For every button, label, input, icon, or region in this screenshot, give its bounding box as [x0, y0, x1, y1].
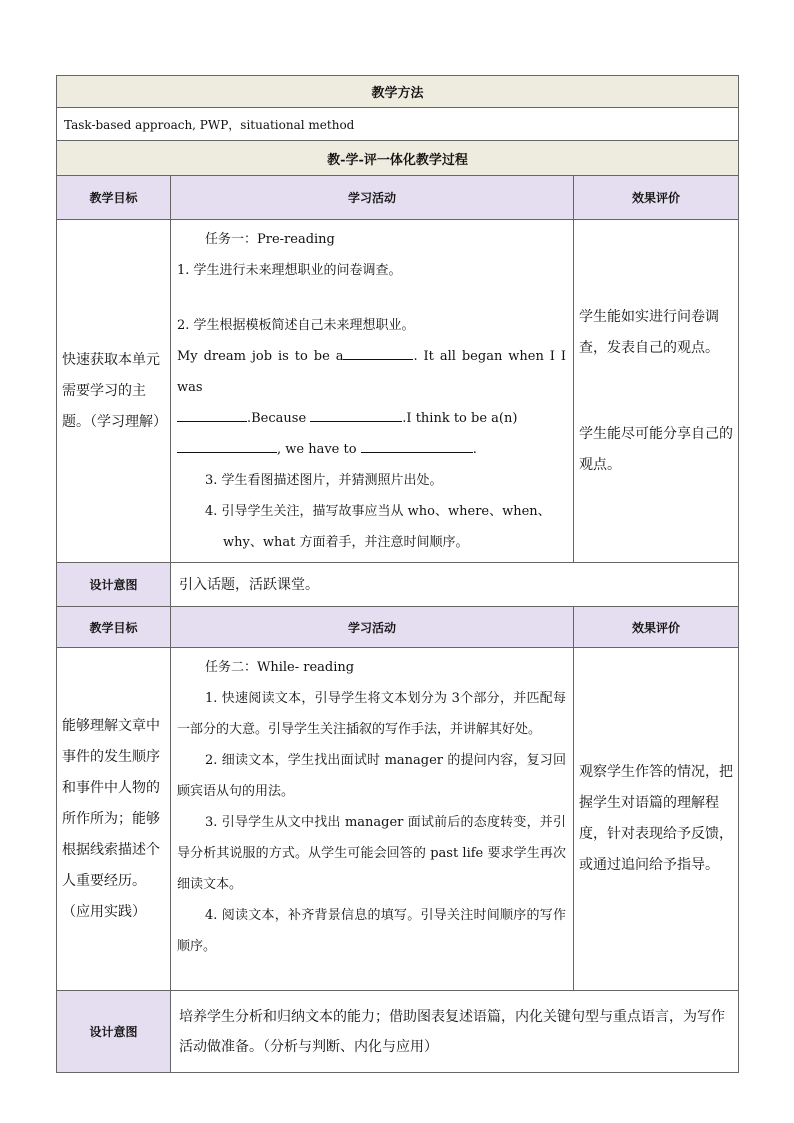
header-activity-2: 学习活动 — [171, 607, 574, 648]
task1-eval1: 学生能如实进行问卷调查，发表自己的观点。 — [579, 308, 719, 356]
task2-goal: 能够理解文章中事件的发生顺序和事件中人物的所作所为；能够根据线索描述个人重要经历。（应用实践） — [57, 648, 171, 991]
task1-goal: 快速获取本单元需要学习的主题。（学习理解） — [57, 220, 171, 563]
task1-item2: 2. 学生根据模板简述自己未来理想职业。 — [177, 318, 415, 333]
header-evaluation: 效果评价 — [574, 176, 739, 220]
task1-eval2: 学生能尽可能分享自己的观点。 — [579, 425, 733, 473]
header-goal-2: 教学目标 — [57, 607, 171, 648]
task1-template-line3: , we have to . — [177, 434, 566, 465]
task1-item1: 1. 学生进行未来理想职业的问卷调查。 — [177, 263, 402, 278]
header-goal: 教学目标 — [57, 176, 171, 220]
design2-text: 培养学生分析和归纳文本的能力；借助图表复述语篇，内化关键句型与重点语言，为写作活动做准备。（分析与判断、内化与应用） — [171, 991, 739, 1073]
task2-item1: 1. 快速阅读文本，引导学生将文本划分为 3个部分，并匹配每一部分的大意。引导学生关注插叙的写作手法，并讲解其好处。 — [177, 691, 566, 737]
section-title-process: 教-学-评一体化教学过程 — [57, 141, 739, 176]
design1-label: 设计意图 — [57, 563, 171, 607]
task2-item4: 4. 阅读文本，补齐背景信息的填写。引导关注时间顺序的写作顺序。 — [177, 908, 566, 954]
header-activity: 学习活动 — [171, 176, 574, 220]
task1-title: 任务一：Pre-reading — [205, 232, 335, 247]
task2-item3: 3. 引导学生从文中找出 manager 面试前后的态度转变，并引导分析其说服的方式。从学生可能会回答的 past life 要求学生再次细读文本。 — [177, 815, 566, 892]
task1-template-line2: .Because .I think to be a(n) — [177, 403, 566, 434]
blank-5 — [361, 440, 473, 453]
task2-title: 任务二：While- reading — [205, 660, 355, 675]
task2-activities — [171, 648, 574, 991]
design1-text: 引入话题，活跃课堂。 — [171, 563, 739, 607]
task2-evaluation: 观察学生作答的情况，把握学生对语篇的理解程度，针对表现给予反馈，或通过追问给予指导。 — [574, 648, 739, 991]
task1-item3: 3. 学生看图描述图片，并猜测照片出处。 — [205, 473, 443, 488]
task1-activities — [171, 220, 574, 563]
task1-item4a: 4. 引导学生关注，描写故事应当从 who、where、when、 — [205, 504, 551, 519]
task2-item2: 2. 细读文本，学生找出面试时 manager 的提问内容，复习回顾宾语从句的用法。 — [177, 753, 566, 799]
task1-template-line1: My dream job is to be a . It all began when I I was — [177, 349, 566, 395]
methods-text: Task-based approach, PWP，situational method — [57, 108, 739, 141]
design2-label: 设计意图 — [57, 991, 171, 1073]
header-evaluation-2: 效果评价 — [574, 607, 739, 648]
blank-4 — [177, 440, 277, 453]
lesson-plan-table — [56, 75, 739, 1073]
section-title-methods: 教学方法 — [57, 76, 739, 108]
task1-item4b: why、what 方面着手，并注意时间顺序。 — [223, 535, 469, 550]
blank-2 — [177, 409, 247, 422]
blank-1 — [343, 347, 413, 360]
task1-evaluation — [574, 220, 739, 563]
blank-3 — [310, 409, 402, 422]
